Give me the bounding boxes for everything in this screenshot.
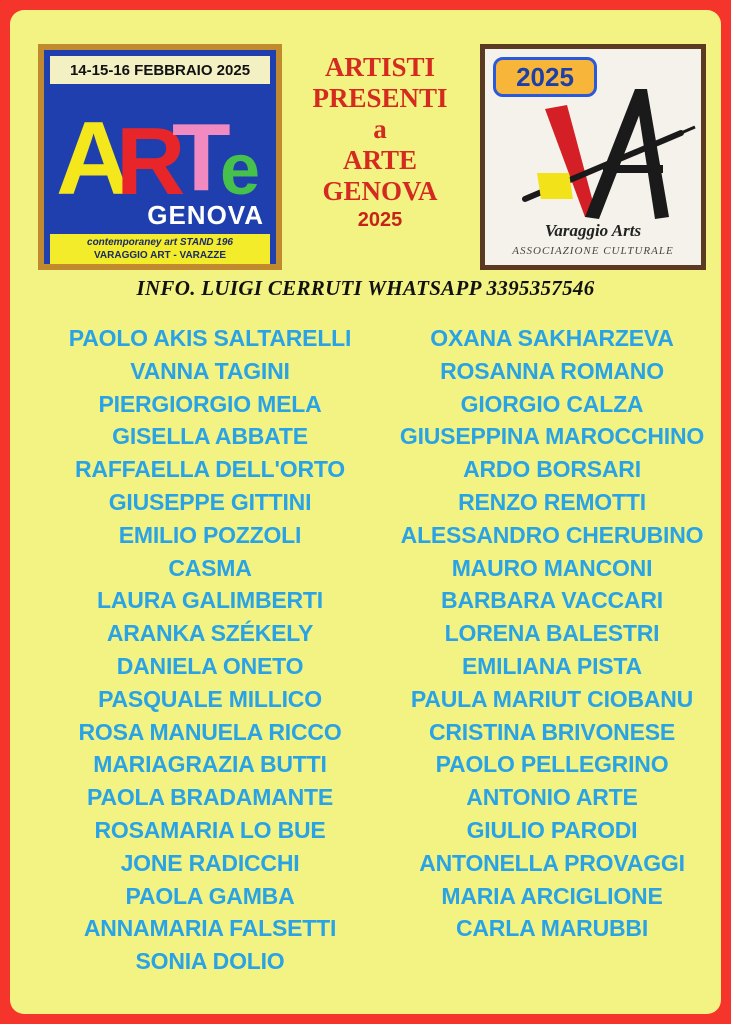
varaggio-arts-logo (480, 44, 706, 270)
heading-line: ARTE (342, 145, 418, 175)
heading-line: GENOVA (322, 176, 438, 206)
artist-name: ROSAMARIA LO BUE (94, 816, 326, 843)
artist-name: PAOLO PELLEGRINO (435, 751, 669, 778)
artist-name: PASQUALE MILLICO (98, 685, 322, 712)
stand-banner (50, 234, 270, 264)
artist-name: ARDO BORSARI (463, 456, 641, 483)
organizer-line: VARAGGIO ART - VARAZZE (93, 250, 227, 261)
event-date: 14-15-16 FEBBRAIO 2025 (50, 56, 270, 84)
artist-name: PIERGIORGIO MELA (98, 390, 322, 417)
arte-letter-r: R (116, 108, 186, 206)
arte-wordmark (54, 94, 266, 206)
artist-name: GIORGIO CALZA (460, 390, 644, 417)
artist-name: CRISTINA BRIVONESE (428, 718, 676, 745)
poster-panel (10, 10, 721, 1014)
artist-name: MAURO MANCONI (451, 554, 653, 581)
city-label: GENOVA (147, 200, 264, 230)
artist-name: CARLA MARUBBI (455, 915, 649, 942)
artist-name: ROSANNA ROMANO (440, 357, 664, 384)
artist-name: RENZO REMOTTI (458, 488, 646, 515)
association-type: ASSOCIAZIONE CULTURALE (512, 245, 674, 257)
artist-name: LORENA BALESTRI (444, 620, 660, 647)
artist-name: JONE RADICCHI (120, 849, 300, 876)
artist-name: MARIAGRAZIA BUTTI (93, 751, 327, 778)
artist-name: PAULA MARIUT CIOBANU (410, 685, 694, 712)
artist-name: GIULIO PARODI (466, 816, 638, 843)
artist-name: ANTONELLA PROVAGGI (419, 849, 685, 876)
arte-genova-logo-panel (44, 50, 276, 264)
stand-line: contemporaney art STAND 196 (87, 237, 233, 248)
artist-name: PAOLO AKIS SALTARELLI (68, 325, 352, 351)
artist-name: RAFFAELLA DELL'ORTO (75, 456, 345, 483)
arte-letter-e: e (220, 130, 261, 206)
artist-name: SONIA DOLIO (135, 948, 285, 975)
logo-year-badge: 2025 (493, 57, 597, 97)
artist-list-right (372, 322, 731, 945)
contact-info: INFO. LUIGI CERRUTI WHATSAPP 3395357546 (136, 276, 595, 300)
artist-name: BARBARA VACCARI (441, 587, 663, 614)
heading-line: a (373, 114, 387, 144)
artist-name: LAURA GALIMBERTI (97, 587, 323, 614)
event-heading (300, 52, 460, 233)
artist-name: ROSA MANUELA RICCO (78, 718, 342, 745)
artist-name: ARANKA SZÉKELY (106, 620, 314, 647)
artist-list-left (40, 322, 380, 978)
artist-name: GIUSEPPE GITTINI (108, 488, 312, 515)
artist-name: ALESSANDRO CHERUBINO (400, 521, 704, 548)
artist-name: EMILIANA PISTA (462, 652, 642, 679)
artist-name: GISELLA ABBATE (112, 423, 308, 450)
artist-name: OXANA SAKHARZEVA (430, 325, 674, 351)
artist-name: EMILIO POZZOLI (118, 521, 302, 548)
artist-name: DANIELA ONETO (116, 652, 304, 679)
association-name: Varaggio Arts (544, 221, 642, 240)
artist-name: CASMA (168, 554, 252, 581)
arte-genova-logo (38, 44, 282, 270)
artist-name: MARIA ARCIGLIONE (441, 882, 663, 909)
artist-name: PAOLA GAMBA (125, 882, 295, 909)
arte-letter-a: A (56, 101, 132, 206)
artist-name: ANNAMARIA FALSETTI (83, 915, 337, 942)
heading-line: ARTISTI (324, 52, 436, 82)
artist-name: GIUSEPPINA MAROCCHINO (399, 423, 705, 450)
varaggio-arts-logo-panel (485, 49, 701, 265)
arte-letter-t: T (172, 104, 231, 206)
heading-line: PRESENTI (312, 83, 448, 113)
heading-year: 2025 (357, 209, 403, 231)
artist-name: PAOLA BRADAMANTE (87, 784, 333, 811)
artist-name: VANNA TAGINI (130, 357, 290, 384)
artist-name: ANTONIO ARTE (466, 784, 638, 811)
